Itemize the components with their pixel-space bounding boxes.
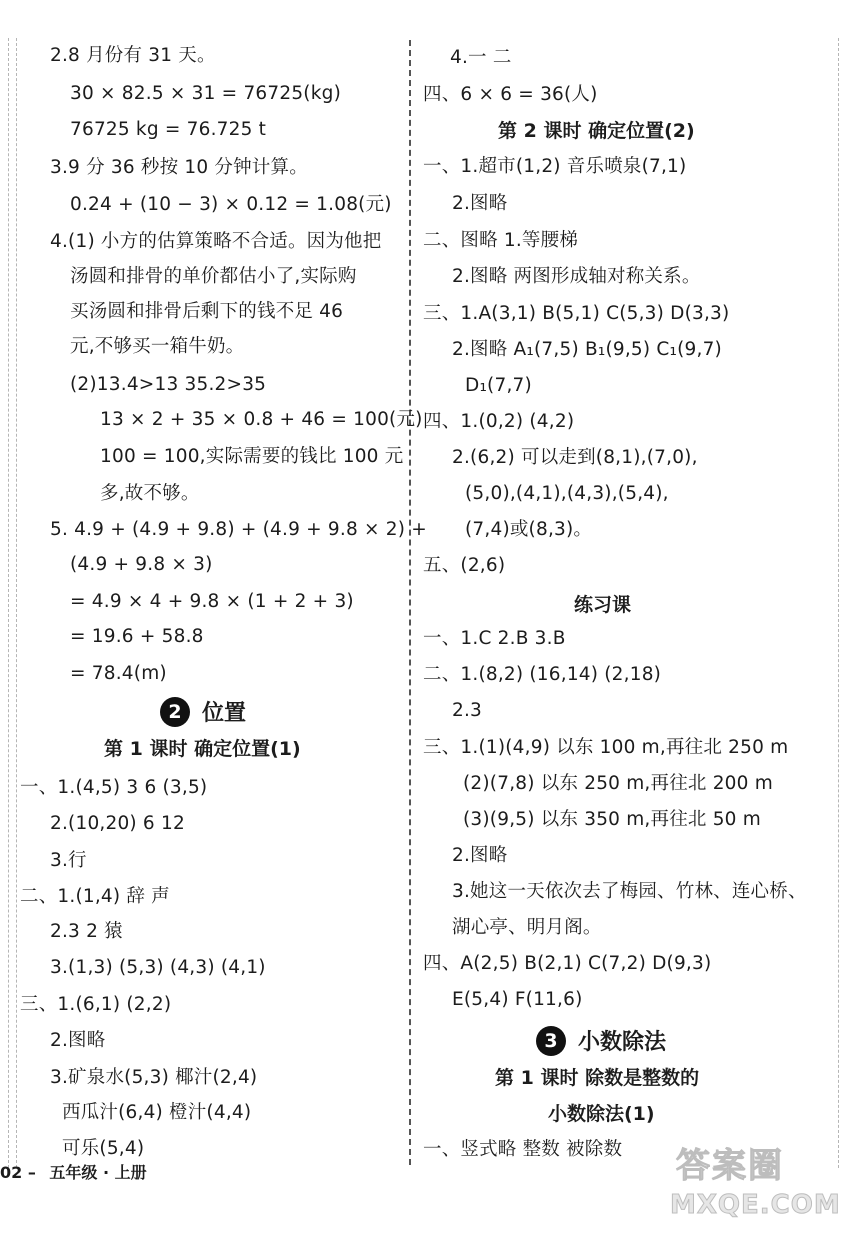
- answer-line: 2.3: [452, 700, 483, 721]
- answer-line: 一、竖式略 整数 被除数: [423, 1139, 623, 1160]
- answer-line: 二、1.(1,4) 辞 声: [20, 886, 170, 907]
- answer-line: 30 × 82.5 × 31 = 76725(kg): [70, 83, 342, 104]
- answer-line: 2.图略 两图形成轴对称关系。: [452, 266, 701, 287]
- answer-line: = 4.9 × 4 + 9.8 × (1 + 2 + 3): [70, 591, 354, 612]
- answer-line: (7,4)或(8,3)。: [465, 519, 593, 540]
- answer-line: 湖心亭、明月阁。: [452, 917, 602, 938]
- answer-line: 76725 kg = 76.725 t: [70, 119, 267, 140]
- answer-line: (2)13.4>13 35.2>35: [70, 374, 267, 395]
- answer-line: 3.她这一天依次去了梅园、竹林、连心桥、: [452, 881, 807, 902]
- answer-line: (5,0),(4,1),(4,3),(5,4),: [465, 483, 669, 504]
- unit-heading: [160, 696, 246, 727]
- answer-line: 5. 4.9 + (4.9 + 9.8) + (4.9 + 9.8 × 2) +: [50, 519, 427, 540]
- lesson-heading: 小数除法(1): [548, 1103, 655, 1125]
- answer-line: E(5,4) F(11,6): [452, 989, 583, 1010]
- page-number: 02 –: [0, 1163, 36, 1182]
- answer-line: = 19.6 + 58.8: [70, 626, 204, 647]
- answer-line: 3.(1,3) (5,3) (4,3) (4,1): [50, 957, 266, 978]
- answer-line: 2.图略 A₁(7,5) B₁(9,5) C₁(9,7): [452, 339, 722, 360]
- answer-line: 三、1.(1)(4,9) 以东 100 m,再往北 250 m: [423, 737, 789, 758]
- answer-line: 2.图略: [452, 193, 508, 214]
- lesson-heading: 第 2 课时 确定位置(2): [498, 120, 695, 142]
- answer-line: 3.行: [50, 850, 87, 871]
- answer-line: 四、A(2,5) B(2,1) C(7,2) D(9,3): [423, 953, 712, 974]
- lesson-heading: 第 1 课时 除数是整数的: [495, 1067, 700, 1089]
- answer-line: 二、1.(8,2) (16,14) (2,18): [423, 664, 662, 685]
- lesson-heading: 第 1 课时 确定位置(1): [104, 738, 301, 760]
- answer-line: 一、1.超市(1,2) 音乐喷泉(7,1): [423, 156, 687, 177]
- answer-line: 2.图略: [50, 1030, 106, 1051]
- answer-line: 元,不够买一箱牛奶。: [70, 336, 245, 357]
- answer-line: 买汤圆和排骨后剩下的钱不足 46: [70, 301, 344, 322]
- answer-line: 五、(2,6): [423, 555, 506, 576]
- answer-line: (3)(9,5) 以东 350 m,再往北 50 m: [463, 809, 761, 830]
- answer-line: 多,故不够。: [100, 483, 200, 504]
- answer-line: 二、图略 1.等腰梯: [423, 230, 579, 251]
- answer-line: 三、1.(6,1) (2,2): [20, 994, 172, 1015]
- page-edge-line: [16, 38, 17, 1168]
- grade-label: 五年级 · 上册: [49, 1163, 147, 1182]
- unit-heading: [536, 1025, 666, 1056]
- unit-number-badge: 3: [536, 1026, 566, 1056]
- answer-line: 四、6 × 6 = 36(人): [423, 84, 598, 105]
- answer-line: 西瓜汁(6,4) 橙汁(4,4): [62, 1102, 252, 1123]
- answer-line: D₁(7,7): [465, 375, 532, 396]
- page-edge-line: [8, 38, 9, 1168]
- answer-line: 0.24 + (10 − 3) × 0.12 = 1.08(元): [70, 194, 392, 215]
- watermark-url: MXQE.COM: [670, 1190, 841, 1220]
- lesson-heading: 练习课: [574, 594, 632, 616]
- answer-line: 2.3 2 猿: [50, 921, 123, 942]
- unit-title: 位置: [202, 701, 247, 726]
- answer-line: 3.9 分 36 秒按 10 分钟计算。: [50, 157, 308, 178]
- answer-line: (4.9 + 9.8 × 3): [70, 554, 213, 575]
- answer-line: = 78.4(m): [70, 663, 167, 684]
- unit-number-badge: 2: [160, 697, 190, 727]
- column-divider: [409, 40, 411, 1165]
- answer-line: 一、1.(4,5) 3 6 (3,5): [20, 777, 208, 798]
- answer-line: 2.(6,2) 可以走到(8,1),(7,0),: [452, 447, 698, 468]
- page-footer: [0, 1160, 147, 1183]
- watermark-logo: [670, 1138, 842, 1234]
- answer-line: 13 × 2 + 35 × 0.8 + 46 = 100(元): [100, 409, 423, 430]
- answer-line: 3.矿泉水(5,3) 椰汁(2,4): [50, 1067, 258, 1088]
- watermark-text: 答案圈: [676, 1146, 784, 1186]
- answer-line: 100 = 100,实际需要的钱比 100 元: [100, 446, 404, 467]
- unit-title: 小数除法: [578, 1030, 667, 1055]
- answer-line: 一、1.C 2.B 3.B: [423, 628, 566, 649]
- answer-line: 三、1.A(3,1) B(5,1) C(5,3) D(3,3): [423, 303, 730, 324]
- answer-line: 2.8 月份有 31 天。: [50, 45, 216, 66]
- answer-line: 四、1.(0,2) (4,2): [423, 411, 575, 432]
- answer-line: 汤圆和排骨的单价都估小了,实际购: [70, 266, 357, 287]
- answer-line: 4.一 二: [450, 47, 512, 68]
- answer-line: (2)(7,8) 以东 250 m,再往北 200 m: [463, 773, 773, 794]
- answer-line: 4.(1) 小方的估算策略不合适。因为他把: [50, 231, 382, 252]
- answer-line: 可乐(5,4): [62, 1138, 145, 1159]
- answer-line: 2.图略: [452, 845, 508, 866]
- page-edge-line: [838, 38, 839, 1168]
- answer-line: 2.(10,20) 6 12: [50, 813, 185, 834]
